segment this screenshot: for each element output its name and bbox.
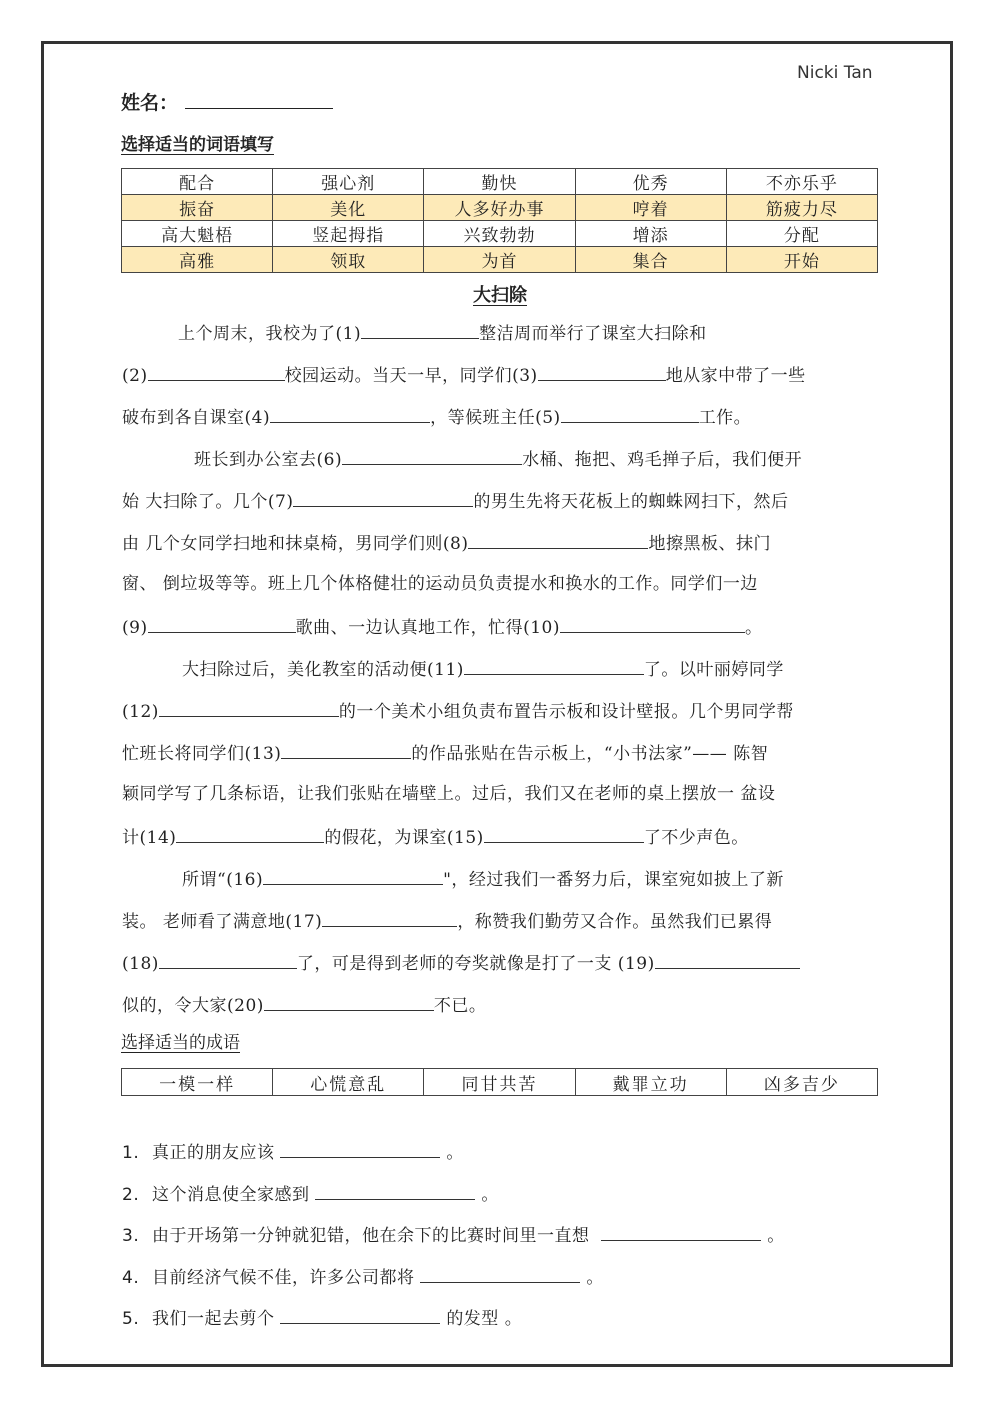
section1-heading: 选择适当的词语填写 — [121, 135, 274, 155]
blank-19[interactable] — [655, 950, 800, 969]
answer-blank-2[interactable] — [315, 1181, 475, 1200]
answer-blank-5[interactable] — [280, 1305, 440, 1324]
word-row — [122, 195, 878, 221]
blank-15[interactable] — [484, 824, 644, 843]
passage-line: 似的，令大家(20) 不已。 — [122, 992, 486, 1016]
word-cell[interactable]: 开始 — [726, 247, 877, 273]
word-row — [122, 247, 878, 273]
blank-17[interactable] — [322, 908, 457, 927]
question-5: 5. 我们一起去剪个 的发型 。 — [122, 1305, 522, 1329]
blank-5[interactable] — [561, 404, 699, 423]
blank-9[interactable] — [148, 614, 296, 633]
passage-line: 忙班长将同学们(13) 的作品张贴在告示板上，“小书法家”—— 陈智 — [122, 740, 768, 764]
idiom-cell[interactable]: 戴罪立功 — [575, 1069, 726, 1096]
blank-8[interactable] — [468, 530, 648, 549]
word-cell[interactable]: 哼着 — [575, 195, 726, 221]
word-cell[interactable]: 勤快 — [424, 169, 575, 195]
name-label: 姓名： — [121, 92, 179, 114]
passage-line: (2) 校园运动。当天一早，同学们(3) 地从家中带了一些 — [122, 362, 806, 386]
blank-10[interactable] — [560, 614, 745, 633]
idiom-cell[interactable]: 心慌意乱 — [273, 1069, 424, 1096]
blank-16[interactable] — [263, 866, 443, 885]
passage-line: 破布到各自课室(4) ，等候班主任(5) 工作。 — [122, 404, 751, 428]
blank-1[interactable] — [361, 320, 479, 339]
word-cell[interactable]: 美化 — [273, 195, 424, 221]
idiom-cell[interactable]: 一模一样 — [122, 1069, 273, 1096]
question-3: 3. 由于开场第一分钟就犯错，他在余下的比赛时间里一直想 。 — [122, 1222, 785, 1246]
blank-11[interactable] — [464, 656, 644, 675]
author-name: Nicki Tan — [797, 63, 873, 83]
passage-line: 上个周末，我校为了(1) 整洁周而举行了课室大扫除和 — [178, 320, 707, 344]
blank-13[interactable] — [281, 740, 411, 759]
question-2: 2. 这个消息使全家感到 。 — [122, 1181, 499, 1205]
blank-2[interactable] — [148, 362, 285, 381]
word-cell[interactable]: 振奋 — [122, 195, 273, 221]
word-cell[interactable]: 分配 — [726, 221, 877, 247]
blank-12[interactable] — [159, 698, 339, 717]
passage-title: 大扫除 — [473, 285, 527, 306]
answer-blank-4[interactable] — [420, 1264, 580, 1283]
blank-7[interactable] — [293, 488, 473, 507]
answer-blank-1[interactable] — [280, 1139, 440, 1158]
passage-line: 由 几个女同学扫地和抹桌椅，男同学们则(8) 地擦黑板、抹门 — [122, 530, 771, 554]
word-cell[interactable]: 为首 — [424, 247, 575, 273]
name-input-line[interactable] — [185, 108, 333, 109]
section2-heading: 选择适当的成语 — [121, 1033, 240, 1053]
word-cell[interactable]: 配合 — [122, 169, 273, 195]
word-cell[interactable]: 集合 — [575, 247, 726, 273]
word-cell[interactable]: 兴致勃勃 — [424, 221, 575, 247]
word-cell[interactable]: 竖起拇指 — [273, 221, 424, 247]
word-row — [122, 221, 878, 247]
word-row — [122, 169, 878, 195]
word-cell[interactable]: 强心剂 — [273, 169, 424, 195]
word-cell[interactable]: 高大魁梧 — [122, 221, 273, 247]
passage-line: 计(14) 的假花，为课室(15) 了不少声色。 — [122, 824, 749, 848]
passage-line: 装。 老师看了满意地(17) ，称赞我们勤劳又合作。虽然我们已累得 — [122, 908, 772, 932]
blank-6[interactable] — [342, 446, 522, 465]
passage-line: (18) 了，可是得到老师的夸奖就像是打了一支 (19) — [122, 950, 800, 974]
passage-line: 班长到办公室去(6) 水桶、拖把、鸡毛掸子后，我们便开 — [194, 446, 802, 470]
passage-line: 所谓“(16) "，经过我们一番努力后，课室宛如披上了新 — [182, 866, 784, 890]
question-4: 4. 目前经济气候不佳，许多公司都将 。 — [122, 1264, 604, 1288]
word-cell[interactable]: 优秀 — [575, 169, 726, 195]
blank-20[interactable] — [264, 992, 434, 1011]
passage-line: 窗、 倒垃圾等等。班上几个体格健壮的运动员负责提水和换水的工作。同学们一边 — [122, 574, 758, 594]
passage-line: (9) 歌曲、一边认真地工作，忙得(10) 。 — [122, 614, 763, 638]
word-cell[interactable]: 不亦乐乎 — [726, 169, 877, 195]
blank-14[interactable] — [176, 824, 324, 843]
word-cell[interactable]: 人多好办事 — [424, 195, 575, 221]
idiom-row — [122, 1069, 878, 1096]
blank-18[interactable] — [159, 950, 297, 969]
word-cell[interactable]: 增添 — [575, 221, 726, 247]
word-cell[interactable]: 筋疲力尽 — [726, 195, 877, 221]
idiom-cell[interactable]: 同甘共苦 — [424, 1069, 575, 1096]
idiom-bank-table — [121, 1068, 878, 1096]
word-bank-table — [121, 168, 878, 273]
question-1: 1. 真正的朋友应该 。 — [122, 1139, 464, 1163]
blank-3[interactable] — [538, 362, 666, 381]
word-cell[interactable]: 领取 — [273, 247, 424, 273]
passage-line: 始 大扫除了。几个(7) 的男生先将天花板上的蜘蛛网扫下，然后 — [122, 488, 788, 512]
passage-line: 大扫除过后，美化教室的活动便(11) 了。以叶丽婷同学 — [182, 656, 784, 680]
passage-line: (12) 的一个美术小组负责布置告示板和设计壁报。几个男同学帮 — [122, 698, 794, 722]
blank-4[interactable] — [270, 404, 430, 423]
answer-blank-3[interactable] — [601, 1222, 761, 1241]
word-cell[interactable]: 高雅 — [122, 247, 273, 273]
passage-line: 颖同学写了几条标语，让我们张贴在墙壁上。过后，我们又在老师的桌上摆放一 盆设 — [122, 784, 776, 804]
idiom-cell[interactable]: 凶多吉少 — [726, 1069, 877, 1096]
